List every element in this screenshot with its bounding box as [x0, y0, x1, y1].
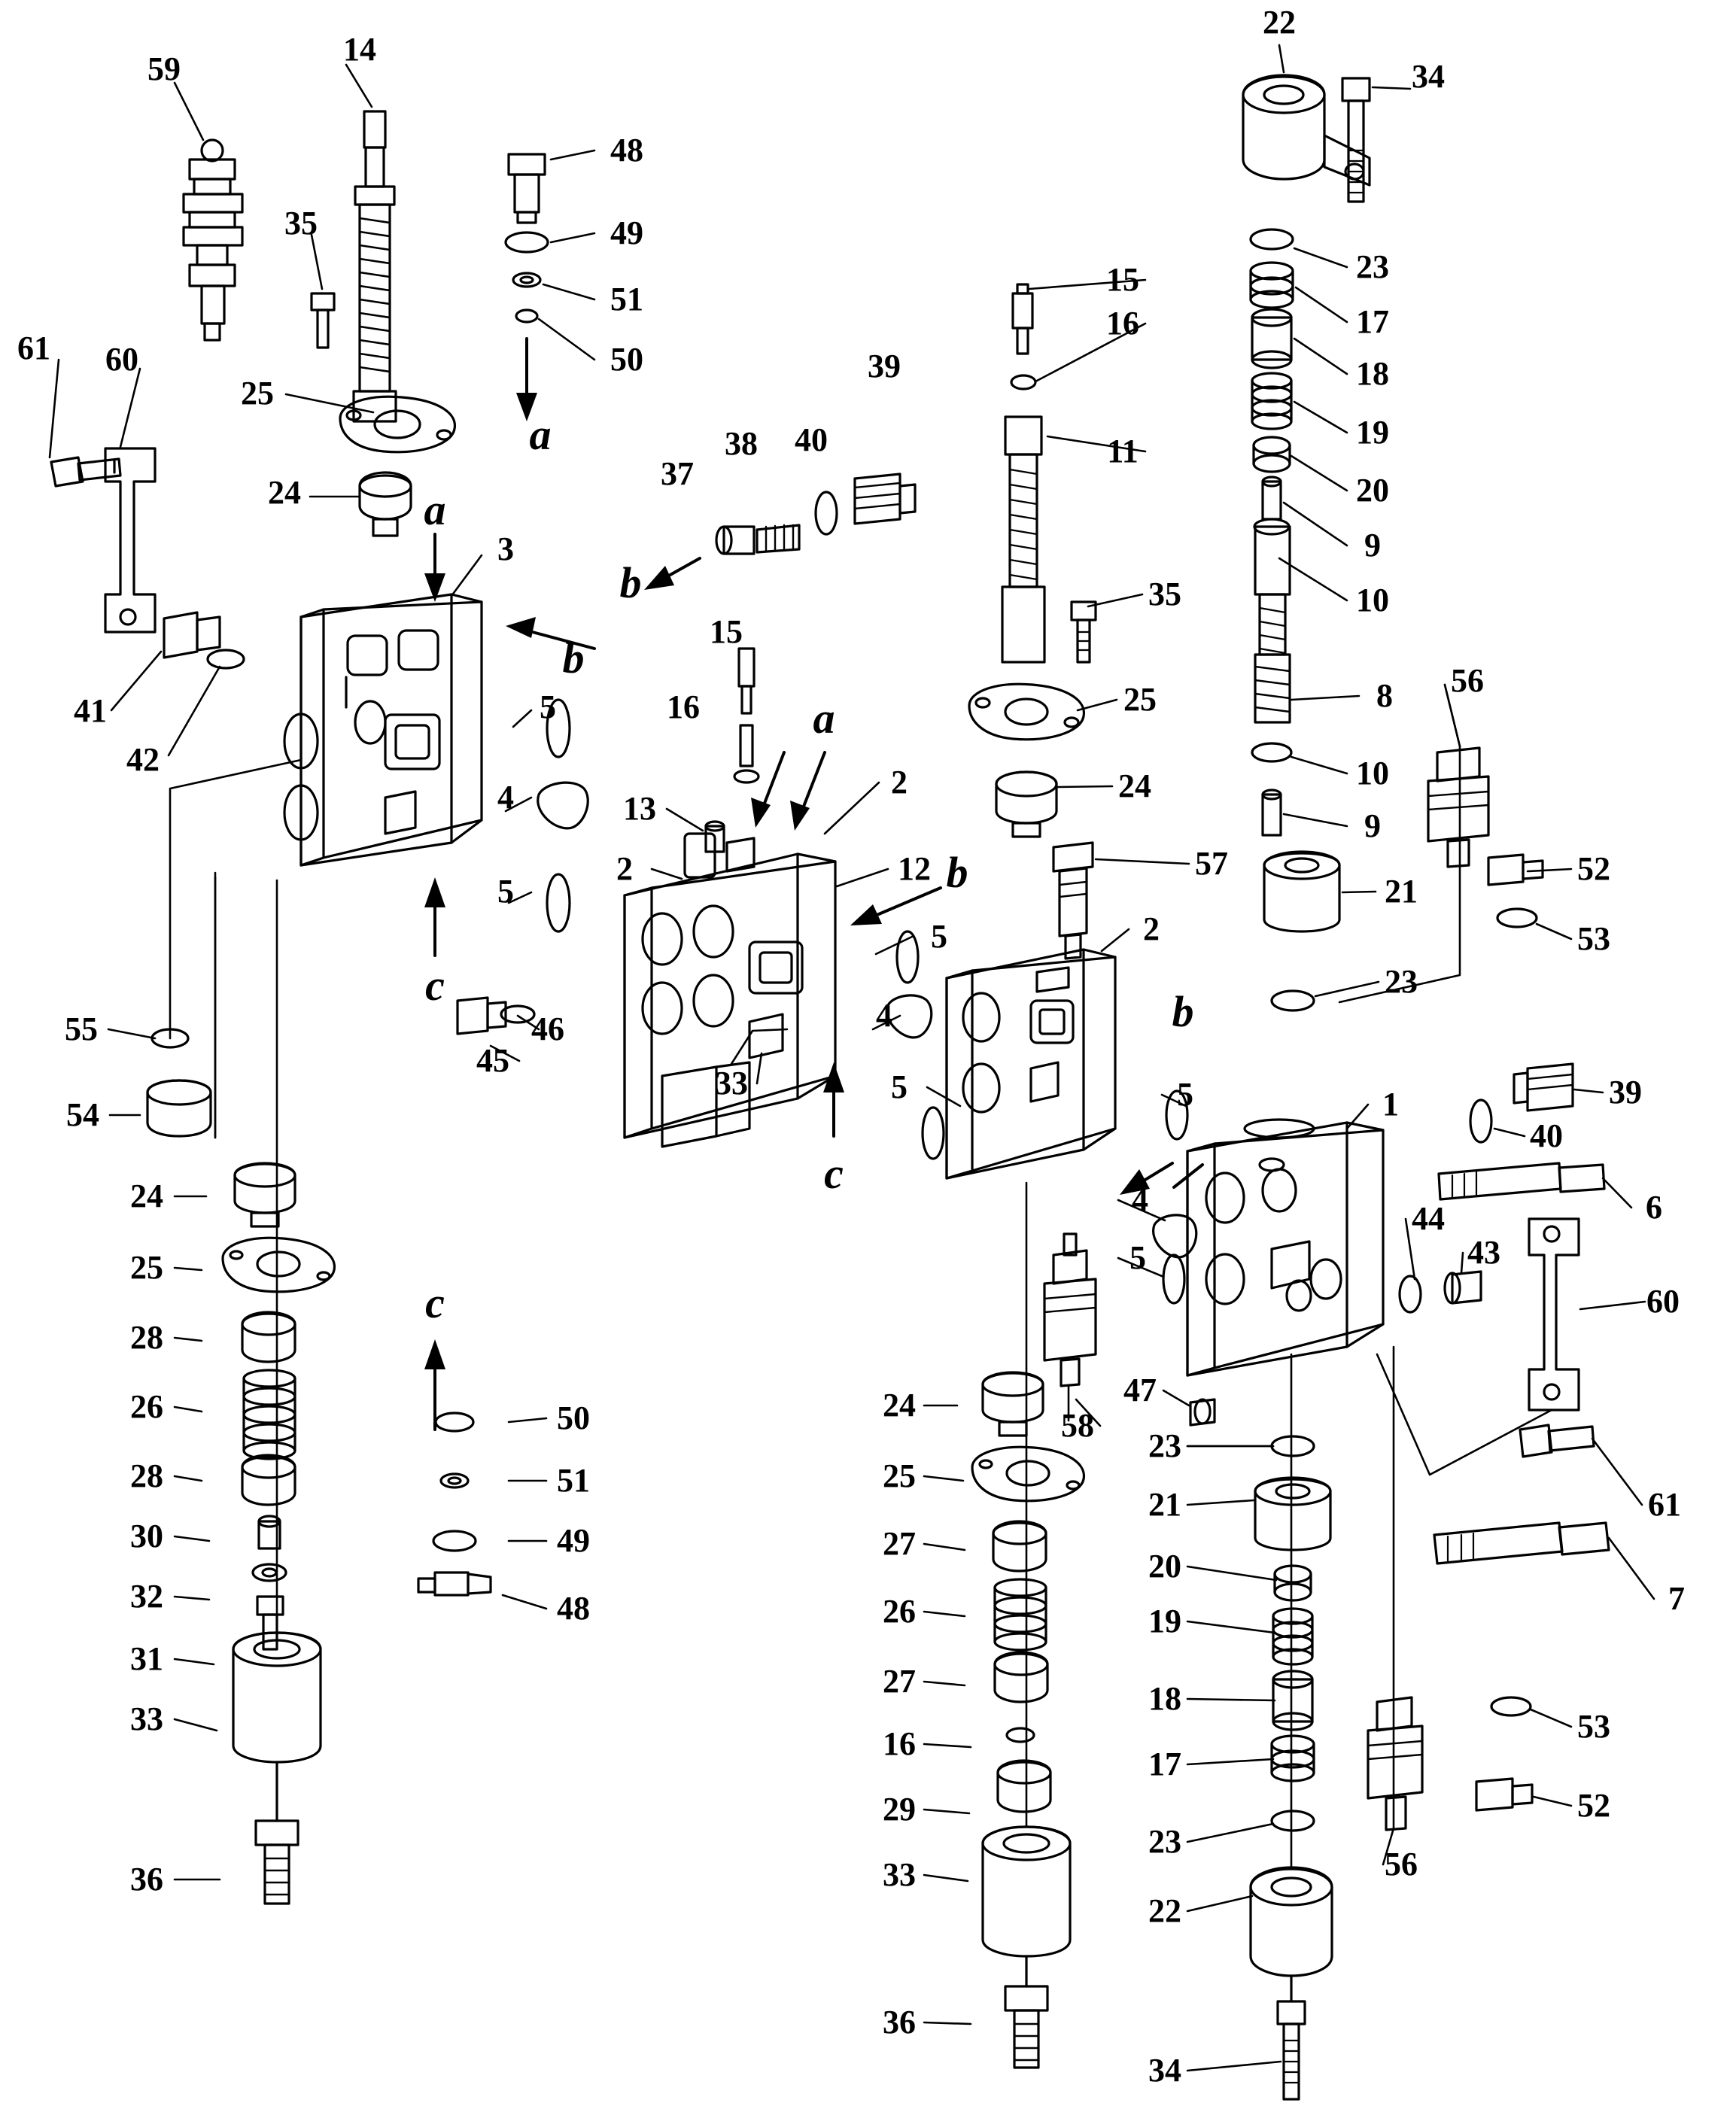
callout-number: 41: [74, 692, 107, 729]
callout-number: 40: [1530, 1117, 1563, 1154]
callout-number: 26: [130, 1388, 163, 1425]
callout-number: 6: [1646, 1189, 1662, 1226]
callout-number: 55: [65, 1010, 98, 1047]
part-5-d: [923, 1108, 944, 1159]
callout-number: 12: [898, 850, 931, 887]
part-56-lower: [1368, 1697, 1422, 1830]
callout-number: 8: [1376, 677, 1393, 714]
section-letter: c: [425, 961, 445, 1010]
section-letter: b: [562, 634, 585, 682]
callout-number: 60: [1646, 1283, 1680, 1320]
callout-number: 32: [130, 1578, 163, 1615]
part-44: [1400, 1276, 1421, 1312]
valve-body-1: [1187, 1120, 1383, 1375]
callout-number: 16: [883, 1725, 916, 1762]
part-24-center: [996, 772, 1056, 837]
part-56-upper: [1428, 748, 1488, 867]
callout-number: 29: [883, 1791, 916, 1828]
valve-body-2-right: [947, 950, 1115, 1178]
callout-number: 1: [1382, 1086, 1399, 1123]
callout-number: 4: [497, 779, 514, 816]
part-51-low: [441, 1474, 468, 1487]
part-4-a: [538, 782, 588, 828]
part-35-left: [312, 293, 334, 348]
part-47: [1190, 1399, 1215, 1425]
callout-number: 17: [1356, 303, 1389, 340]
part-61-right: [1520, 1425, 1594, 1457]
part-39-a: [855, 474, 915, 524]
callout-number: 50: [610, 341, 643, 378]
callout-number: 16: [1106, 305, 1139, 342]
part-50-low: [436, 1413, 473, 1431]
callout-number: 24: [268, 474, 301, 511]
part-53-upper: [1497, 909, 1537, 927]
section-letter: a: [813, 694, 835, 743]
callout-number: 38: [725, 425, 758, 462]
callout-number: 7: [1668, 1580, 1685, 1617]
part-25-center: [969, 684, 1084, 740]
part-38: [757, 525, 799, 552]
callout-number: 51: [610, 281, 643, 318]
callout-number: 35: [1148, 576, 1181, 612]
callout-number: 51: [557, 1462, 590, 1499]
callout-number: 33: [130, 1700, 163, 1737]
callout-number: 56: [1385, 1846, 1418, 1883]
callout-number: 23: [1356, 248, 1389, 285]
part-7: [1434, 1523, 1609, 1563]
part-9-b: [1263, 790, 1281, 835]
part-15-upper: [1013, 284, 1032, 354]
part-21-top: [1264, 852, 1339, 931]
callout-number: 21: [1148, 1486, 1181, 1523]
part-49-low: [433, 1531, 476, 1551]
part-48-top: [509, 154, 545, 223]
valve-body-3: [284, 594, 482, 865]
part-6: [1439, 1163, 1604, 1199]
part-51-top: [513, 273, 540, 287]
callout-number: 5: [1129, 1239, 1146, 1276]
callout-number: 5: [540, 688, 556, 725]
callout-number: 34: [1412, 58, 1445, 95]
callout-number: 4: [1132, 1181, 1148, 1218]
callout-number: 11: [1107, 433, 1139, 469]
callout-number: 46: [531, 1010, 564, 1047]
part-57: [1053, 843, 1093, 959]
callout-number: 13: [623, 790, 656, 827]
callout-number: 27: [883, 1525, 916, 1562]
callout-number: 39: [1609, 1074, 1642, 1111]
callout-number: 23: [1148, 1823, 1181, 1860]
callout-number: 54: [66, 1096, 99, 1133]
callout-number: 10: [1356, 582, 1389, 618]
callout-number: 25: [1123, 681, 1157, 718]
callout-number: 5: [891, 1068, 908, 1105]
callout-number: 22: [1148, 1892, 1181, 1929]
part-24-left: [360, 473, 411, 536]
callout-number: 25: [241, 375, 274, 412]
callout-number: 42: [126, 741, 160, 778]
part-49-top: [506, 232, 548, 252]
callout-number: 18: [1148, 1680, 1181, 1717]
section-letter: a: [424, 485, 446, 534]
callout-number: 56: [1451, 662, 1484, 699]
part-50-top: [516, 310, 537, 322]
section-letter: c: [824, 1149, 844, 1198]
part-25-left-top: [340, 397, 455, 452]
section-letter: b: [1172, 987, 1194, 1036]
part-15-center: [739, 649, 754, 713]
part-17-top: [1251, 263, 1293, 308]
part-23-mid: [1272, 991, 1314, 1010]
part-10-top: [1252, 743, 1291, 761]
callout-number: 18: [1356, 355, 1389, 392]
callout-number: 48: [557, 1590, 590, 1627]
part-22-top: [1243, 75, 1370, 185]
callout-number: 31: [130, 1640, 163, 1677]
callout-number: 57: [1195, 845, 1228, 882]
callout-number: 52: [1577, 850, 1610, 887]
callout-number: 9: [1364, 807, 1381, 844]
callout-number: 37: [661, 455, 694, 492]
callout-number: 36: [883, 2004, 916, 2041]
callout-number: 4: [876, 997, 892, 1034]
callout-number: 33: [883, 1856, 916, 1893]
callout-number: 22: [1263, 4, 1296, 41]
callout-number: 60: [105, 341, 138, 378]
callout-number: 24: [883, 1387, 916, 1424]
section-letter: b: [946, 848, 968, 897]
callout-number: 20: [1356, 472, 1389, 509]
callout-number: 28: [130, 1457, 163, 1494]
callout-number: 23: [1385, 963, 1418, 1000]
callout-number: 34: [1148, 2052, 1181, 2089]
callout-number: 45: [476, 1042, 509, 1079]
callout-number: 50: [557, 1399, 590, 1436]
part-52-upper: [1488, 855, 1543, 885]
callout-number: 2: [616, 850, 633, 887]
part-53-lower: [1491, 1697, 1531, 1715]
callout-number: 3: [497, 530, 514, 567]
part-18-top: [1252, 309, 1291, 368]
callout-number: 14: [343, 31, 376, 68]
callout-number: 49: [610, 214, 643, 251]
left-lower-stack: [223, 1163, 334, 1904]
part-20-top: [1254, 437, 1290, 472]
part-19-top: [1252, 373, 1291, 429]
callout-number: 52: [1577, 1787, 1610, 1824]
callout-number: 2: [1143, 910, 1160, 947]
section-letter: a: [529, 410, 552, 459]
part-5-f: [1163, 1255, 1184, 1303]
callout-number: 49: [557, 1522, 590, 1559]
part-35-center: [1072, 602, 1096, 662]
callout-number: 25: [130, 1249, 163, 1286]
callout-number: 9: [1364, 527, 1381, 564]
callout-number: 53: [1577, 1708, 1610, 1745]
callout-number: 10: [1356, 755, 1389, 792]
part-40-right: [1470, 1100, 1491, 1142]
part-11: [1002, 417, 1044, 662]
callout-number: 30: [130, 1518, 163, 1554]
callout-number: 58: [1061, 1407, 1094, 1444]
part-40-a: [816, 492, 837, 534]
callout-number: 61: [17, 330, 50, 366]
part-4-c: [887, 995, 932, 1038]
center-lower-stack: [972, 1372, 1084, 2068]
callout-number: 25: [883, 1457, 916, 1494]
part-14: [354, 111, 396, 421]
callout-number: 27: [883, 1663, 916, 1700]
callout-number: 5: [1177, 1076, 1193, 1113]
part-45-46: [458, 998, 534, 1034]
callout-number: 53: [1577, 920, 1610, 957]
callout-number: 28: [130, 1319, 163, 1356]
callout-number: 15: [710, 613, 743, 650]
callout-number: 36: [130, 1861, 163, 1898]
part-5-b: [547, 874, 570, 931]
part-39-right: [1514, 1064, 1573, 1111]
part-59: [184, 140, 242, 340]
part-41-42: [164, 612, 244, 668]
callout-number: 16: [667, 688, 700, 725]
callout-number: 23: [1148, 1427, 1181, 1464]
callout-number: 19: [1356, 414, 1389, 451]
callout-number: 44: [1412, 1200, 1445, 1237]
part-58: [1044, 1234, 1096, 1386]
part-8: [1254, 519, 1290, 722]
part-54: [147, 1080, 211, 1136]
callout-number: 21: [1385, 873, 1418, 910]
part-4-right: [1154, 1215, 1196, 1257]
part-9-top: [1263, 477, 1281, 519]
callout-number: 2: [891, 764, 908, 801]
callout-number: 5: [497, 873, 514, 910]
section-letter: b: [619, 558, 642, 607]
callout-number: 47: [1123, 1372, 1157, 1408]
part-37: [716, 527, 754, 554]
callout-number: 43: [1467, 1234, 1500, 1271]
callout-number: 15: [1106, 261, 1139, 298]
part-23-top: [1251, 229, 1293, 249]
callout-number: 33: [715, 1065, 748, 1102]
callout-number: 26: [883, 1593, 916, 1630]
callout-number: 19: [1148, 1603, 1181, 1639]
section-letter: c: [425, 1278, 445, 1327]
part-60-right: [1529, 1219, 1579, 1410]
callout-number: 35: [284, 205, 318, 242]
callout-number: 24: [1118, 767, 1151, 804]
callout-number: 48: [610, 132, 643, 169]
part-52-lower: [1476, 1779, 1532, 1810]
callout-number: 5: [931, 918, 947, 955]
callout-number: 39: [868, 348, 901, 384]
part-43: [1445, 1272, 1481, 1303]
part-16-upper: [1011, 375, 1035, 389]
callout-number: 24: [130, 1178, 163, 1214]
part-16-center: [734, 770, 759, 782]
callout-number: 17: [1148, 1746, 1181, 1782]
callout-number: 40: [795, 421, 828, 458]
part-48-low: [418, 1573, 491, 1595]
callout-number: 59: [147, 50, 181, 87]
callout-number: 61: [1648, 1486, 1681, 1523]
callout-number: 20: [1148, 1548, 1181, 1585]
